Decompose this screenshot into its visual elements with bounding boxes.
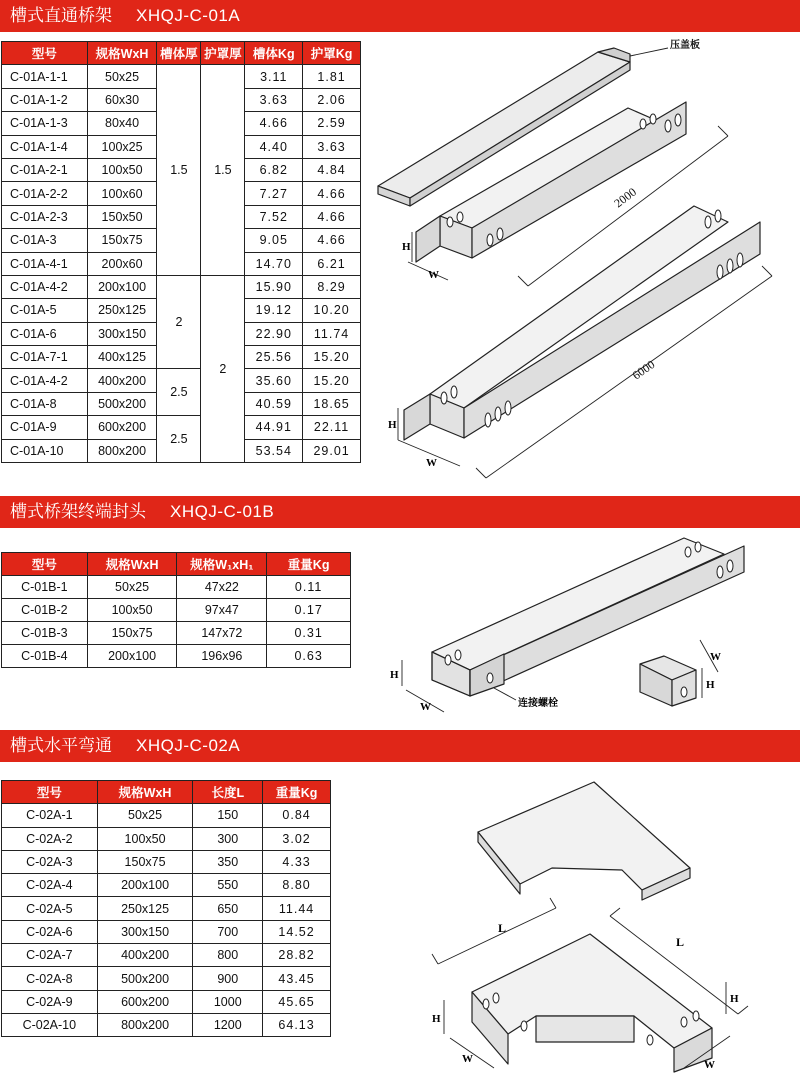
size-cell: 200x60 bbox=[87, 252, 157, 275]
size-cell: 150x75 bbox=[87, 229, 157, 252]
model-cell: C-02A-8 bbox=[2, 967, 98, 990]
model-cell: C-01A-1-3 bbox=[2, 112, 88, 135]
table-row bbox=[2, 275, 361, 298]
section-title: 槽式桥架终端封头 bbox=[10, 502, 146, 521]
body-weight-cell: 44.91 bbox=[245, 416, 303, 439]
size-cell: 600x200 bbox=[87, 416, 157, 439]
cover-weight-cell: 2.59 bbox=[303, 112, 361, 135]
model-cell: C-02A-1 bbox=[2, 804, 98, 827]
cover-weight-cell: 11.74 bbox=[303, 322, 361, 345]
section-code: XHQJ-C-01B bbox=[170, 502, 275, 521]
size-cell: 300x150 bbox=[97, 920, 193, 943]
model-cell: C-01A-2-2 bbox=[2, 182, 88, 205]
cover-thickness-cell: 1.5 bbox=[201, 65, 245, 276]
section-title: 槽式直通桥架 bbox=[10, 6, 112, 25]
cover-weight-cell: 22.11 bbox=[303, 416, 361, 439]
width-label: W bbox=[704, 1059, 715, 1071]
header-cell: 规格W₁xH₁ bbox=[177, 553, 267, 576]
weight-cell: 64.13 bbox=[263, 1013, 331, 1036]
cover-plate-label: 压盖板 bbox=[670, 40, 700, 51]
length-2000-label: 2000 bbox=[611, 184, 639, 211]
model-cell: C-01A-2-1 bbox=[2, 158, 88, 181]
size-cell: 300x150 bbox=[87, 322, 157, 345]
header-cell: 规格WxH bbox=[87, 42, 157, 65]
size-cell: 200x100 bbox=[87, 645, 177, 668]
length-6000-label: 6000 bbox=[629, 357, 658, 383]
size-cell: 800x200 bbox=[97, 1013, 193, 1036]
connecting-bolt-label: 连接螺栓 bbox=[518, 698, 558, 709]
height-label: H bbox=[730, 993, 739, 1005]
model-cell: C-01B-2 bbox=[2, 599, 88, 622]
body-weight-cell: 9.05 bbox=[245, 229, 303, 252]
end-cap-drawing bbox=[384, 528, 796, 724]
size-cell: 200x100 bbox=[87, 275, 157, 298]
cover-weight-cell: 4.66 bbox=[303, 229, 361, 252]
inner-size-cell: 97x47 bbox=[177, 599, 267, 622]
weight-cell: 0.84 bbox=[263, 804, 331, 827]
weight-cell: 43.45 bbox=[263, 967, 331, 990]
model-cell: C-02A-6 bbox=[2, 920, 98, 943]
table-row bbox=[2, 65, 361, 88]
size-cell: 50x25 bbox=[87, 576, 177, 599]
height-label: H bbox=[390, 669, 399, 681]
table-header-row bbox=[2, 781, 331, 804]
size-cell: 150x75 bbox=[97, 850, 193, 873]
body-weight-cell: 3.11 bbox=[245, 65, 303, 88]
model-cell: C-02A-7 bbox=[2, 944, 98, 967]
body-weight-cell: 14.70 bbox=[245, 252, 303, 275]
size-cell: 100x50 bbox=[97, 827, 193, 850]
height-label: H bbox=[388, 419, 397, 431]
header-cell: 型号 bbox=[2, 42, 88, 65]
body-weight-cell: 4.40 bbox=[245, 135, 303, 158]
length-cell: 1000 bbox=[193, 990, 263, 1013]
weight-cell: 28.82 bbox=[263, 944, 331, 967]
length-label: L bbox=[498, 921, 507, 935]
header-cell: 型号 bbox=[2, 553, 88, 576]
header-cell: 槽体厚 bbox=[157, 42, 201, 65]
model-cell: C-01A-1-4 bbox=[2, 135, 88, 158]
table-row bbox=[2, 369, 361, 392]
model-cell: C-01A-1-1 bbox=[2, 65, 88, 88]
size-cell: 500x200 bbox=[87, 392, 157, 415]
cover-thickness-cell: 2 bbox=[201, 275, 245, 462]
header-cell: 型号 bbox=[2, 781, 98, 804]
table-row bbox=[2, 576, 351, 599]
cover-weight-cell: 2.06 bbox=[303, 88, 361, 111]
size-cell: 60x30 bbox=[87, 88, 157, 111]
cover-weight-cell: 10.20 bbox=[303, 299, 361, 322]
size-cell: 250x125 bbox=[97, 897, 193, 920]
inner-size-cell: 196x96 bbox=[177, 645, 267, 668]
weight-cell: 11.44 bbox=[263, 897, 331, 920]
table-row bbox=[2, 944, 331, 967]
length-cell: 650 bbox=[193, 897, 263, 920]
cover-weight-cell: 6.21 bbox=[303, 252, 361, 275]
inner-size-cell: 47x22 bbox=[177, 576, 267, 599]
model-cell: C-02A-2 bbox=[2, 827, 98, 850]
cover-weight-cell: 4.84 bbox=[303, 158, 361, 181]
cap-height-label: H bbox=[706, 679, 715, 691]
size-cell: 50x25 bbox=[97, 804, 193, 827]
weight-cell: 0.63 bbox=[267, 645, 351, 668]
weight-cell: 0.17 bbox=[267, 599, 351, 622]
model-cell: C-01B-4 bbox=[2, 645, 88, 668]
length-label: L bbox=[676, 935, 685, 949]
section-title: 槽式水平弯通 bbox=[10, 736, 112, 755]
cover-weight-cell: 4.66 bbox=[303, 205, 361, 228]
model-cell: C-01A-5 bbox=[2, 299, 88, 322]
model-cell: C-02A-3 bbox=[2, 850, 98, 873]
table-header-row bbox=[2, 553, 351, 576]
model-cell: C-01A-9 bbox=[2, 416, 88, 439]
body-weight-cell: 7.27 bbox=[245, 182, 303, 205]
weight-cell: 45.65 bbox=[263, 990, 331, 1013]
model-cell: C-01A-7-1 bbox=[2, 346, 88, 369]
straight-tray-drawing bbox=[368, 36, 800, 486]
model-cell: C-01B-3 bbox=[2, 622, 88, 645]
model-cell: C-01A-4-2 bbox=[2, 369, 88, 392]
body-weight-cell: 40.59 bbox=[245, 392, 303, 415]
model-cell: C-01A-6 bbox=[2, 322, 88, 345]
model-cell: C-01A-10 bbox=[2, 439, 88, 462]
width-label: W bbox=[428, 269, 439, 281]
section-banner-horizontal-bend bbox=[0, 730, 800, 762]
height-label: H bbox=[432, 1013, 441, 1025]
body-weight-cell: 35.60 bbox=[245, 369, 303, 392]
size-cell: 100x25 bbox=[87, 135, 157, 158]
body-weight-cell: 25.56 bbox=[245, 346, 303, 369]
table-row bbox=[2, 990, 331, 1013]
header-cell: 重量Kg bbox=[267, 553, 351, 576]
spec-table-horizontal-bend bbox=[1, 780, 331, 1037]
table-header-row bbox=[2, 42, 361, 65]
section-code: XHQJ-C-02A bbox=[136, 736, 241, 755]
length-cell: 150 bbox=[193, 804, 263, 827]
table-row bbox=[2, 967, 331, 990]
size-cell: 100x50 bbox=[87, 158, 157, 181]
length-cell: 1200 bbox=[193, 1013, 263, 1036]
body-thickness-cell: 1.5 bbox=[157, 65, 201, 276]
model-cell: C-01A-1-2 bbox=[2, 88, 88, 111]
length-cell: 800 bbox=[193, 944, 263, 967]
spec-table-straight bbox=[1, 41, 361, 463]
model-cell: C-01A-3 bbox=[2, 229, 88, 252]
body-thickness-cell: 2.5 bbox=[157, 369, 201, 416]
body-thickness-cell: 2 bbox=[157, 275, 201, 369]
table-row bbox=[2, 645, 351, 668]
model-cell: C-02A-5 bbox=[2, 897, 98, 920]
width-label: W bbox=[420, 701, 431, 713]
header-cell: 护罩厚 bbox=[201, 42, 245, 65]
size-cell: 400x200 bbox=[87, 369, 157, 392]
length-cell: 700 bbox=[193, 920, 263, 943]
body-weight-cell: 6.82 bbox=[245, 158, 303, 181]
model-cell: C-01B-1 bbox=[2, 576, 88, 599]
body-weight-cell: 15.90 bbox=[245, 275, 303, 298]
model-cell: C-01A-8 bbox=[2, 392, 88, 415]
size-cell: 150x50 bbox=[87, 205, 157, 228]
body-weight-cell: 22.90 bbox=[245, 322, 303, 345]
height-label: H bbox=[402, 241, 411, 253]
length-cell: 900 bbox=[193, 967, 263, 990]
section-banner-straight bbox=[0, 0, 800, 32]
table-row bbox=[2, 827, 331, 850]
width-label: W bbox=[462, 1053, 473, 1065]
size-cell: 150x75 bbox=[87, 622, 177, 645]
header-cell: 槽体Kg bbox=[245, 42, 303, 65]
table-row bbox=[2, 920, 331, 943]
table-row bbox=[2, 1013, 331, 1036]
header-cell: 护罩Kg bbox=[303, 42, 361, 65]
weight-cell: 0.11 bbox=[267, 576, 351, 599]
cover-weight-cell: 1.81 bbox=[303, 65, 361, 88]
width-label: W bbox=[426, 457, 437, 469]
model-cell: C-01A-4-1 bbox=[2, 252, 88, 275]
length-cell: 350 bbox=[193, 850, 263, 873]
weight-cell: 4.33 bbox=[263, 850, 331, 873]
table-row bbox=[2, 850, 331, 873]
size-cell: 100x50 bbox=[87, 599, 177, 622]
weight-cell: 3.02 bbox=[263, 827, 331, 850]
size-cell: 50x25 bbox=[87, 65, 157, 88]
cover-weight-cell: 15.20 bbox=[303, 346, 361, 369]
header-cell: 重量Kg bbox=[263, 781, 331, 804]
weight-cell: 8.80 bbox=[263, 874, 331, 897]
model-cell: C-02A-9 bbox=[2, 990, 98, 1013]
body-weight-cell: 19.12 bbox=[245, 299, 303, 322]
table-row bbox=[2, 874, 331, 897]
cover-weight-cell: 18.65 bbox=[303, 392, 361, 415]
table-row bbox=[2, 804, 331, 827]
cover-weight-cell: 4.66 bbox=[303, 182, 361, 205]
size-cell: 400x125 bbox=[87, 346, 157, 369]
size-cell: 80x40 bbox=[87, 112, 157, 135]
table-row bbox=[2, 599, 351, 622]
body-weight-cell: 7.52 bbox=[245, 205, 303, 228]
header-cell: 规格WxH bbox=[87, 553, 177, 576]
cover-weight-cell: 8.29 bbox=[303, 275, 361, 298]
header-cell: 长度L bbox=[193, 781, 263, 804]
size-cell: 600x200 bbox=[97, 990, 193, 1013]
table-row bbox=[2, 897, 331, 920]
header-cell: 规格WxH bbox=[97, 781, 193, 804]
body-weight-cell: 53.54 bbox=[245, 439, 303, 462]
cover-weight-cell: 3.63 bbox=[303, 135, 361, 158]
body-thickness-cell: 2.5 bbox=[157, 416, 201, 463]
weight-cell: 14.52 bbox=[263, 920, 331, 943]
size-cell: 800x200 bbox=[87, 439, 157, 462]
model-cell: C-01A-4-2 bbox=[2, 275, 88, 298]
cover-weight-cell: 15.20 bbox=[303, 369, 361, 392]
size-cell: 500x200 bbox=[97, 967, 193, 990]
model-cell: C-01A-2-3 bbox=[2, 205, 88, 228]
cap-width-label: W bbox=[710, 651, 721, 663]
table-row bbox=[2, 622, 351, 645]
table-row bbox=[2, 416, 361, 439]
size-cell: 200x100 bbox=[97, 874, 193, 897]
horizontal-bend-drawing bbox=[424, 776, 800, 1076]
section-code: XHQJ-C-01A bbox=[136, 6, 241, 25]
model-cell: C-02A-4 bbox=[2, 874, 98, 897]
spec-table-end-cap bbox=[1, 552, 351, 668]
size-cell: 100x60 bbox=[87, 182, 157, 205]
size-cell: 400x200 bbox=[97, 944, 193, 967]
inner-size-cell: 147x72 bbox=[177, 622, 267, 645]
body-weight-cell: 3.63 bbox=[245, 88, 303, 111]
body-weight-cell: 4.66 bbox=[245, 112, 303, 135]
length-cell: 550 bbox=[193, 874, 263, 897]
section-banner-end-cap bbox=[0, 496, 800, 528]
length-cell: 300 bbox=[193, 827, 263, 850]
size-cell: 250x125 bbox=[87, 299, 157, 322]
model-cell: C-02A-10 bbox=[2, 1013, 98, 1036]
cover-weight-cell: 29.01 bbox=[303, 439, 361, 462]
weight-cell: 0.31 bbox=[267, 622, 351, 645]
